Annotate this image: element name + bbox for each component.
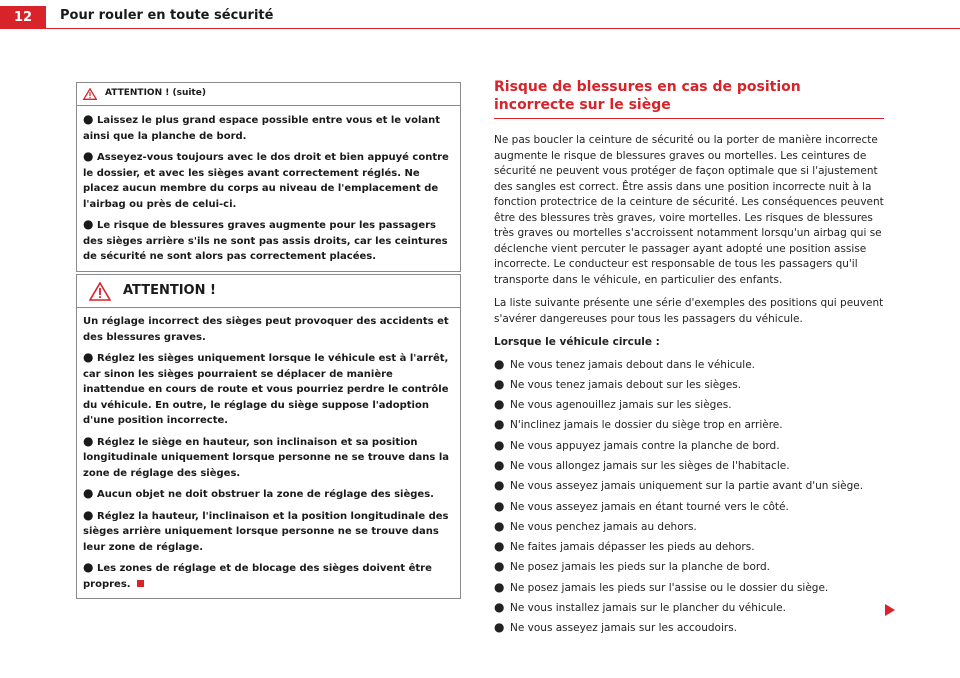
warning-bullet: ● Réglez la hauteur, l'inclinaison et la position longitudinale des sièges arrière uniquement lorsque personne ne se trouve dans leur zone de réglage. bbox=[83, 507, 449, 553]
warning-box-continued bbox=[76, 82, 461, 272]
list-item: ● Ne posez jamais les pieds sur la planche de bord. bbox=[494, 559, 771, 574]
list-item: ● Ne vous agenouillez jamais sur les sièges. bbox=[494, 397, 732, 412]
warning-box-title: ATTENTION ! bbox=[123, 283, 216, 299]
page-number: 12 bbox=[0, 6, 46, 28]
warning-box-title: ATTENTION ! (suite) bbox=[105, 88, 206, 99]
list-lead: Lorsque le véhicule circule : bbox=[494, 336, 660, 348]
warning-box-seat-adjustment bbox=[76, 274, 461, 599]
section-incorrect-seating bbox=[494, 78, 884, 639]
warning-bullet: ● Le risque de blessures graves augmente pour les passagers des sièges arrière s'ils ne sont pas assis droits, car les ceintures de sécurité ne sont alors pas correctement placées. bbox=[83, 217, 448, 262]
list-item: ● Ne vous asseyez jamais en étant tourné vers le côté. bbox=[494, 498, 789, 513]
warning-triangle-icon bbox=[89, 282, 111, 301]
list-item: ● Ne vous tenez jamais debout dans le véhicule. bbox=[494, 356, 756, 371]
list-item: ● Ne posez jamais les pieds sur l'assise ou le dossier du siège. bbox=[494, 579, 829, 594]
warning-intro: Un réglage incorrect des sièges peut provoquer des accidents et des blessures graves. bbox=[83, 316, 449, 343]
section-paragraph: Ne pas boucler la ceinture de sécurité ou la porter de manière incorrecte augmente le risque de blessures graves ou mortelles. Les ceintures de sécurité ne peuvent vous protéger de façon optimale que si l'ajustement des sangles est correct. Être assis dans une position incorrecte nuit à la fonction protectrice de la ceinture de sécurité. Les conséquences peuvent être des blessures très graves, voire mortelles. Les risques de blessures très graves ou mortelles s'accroissent notamment lorsqu'un airbag qui se déclenche vient percuter le passager ayant adopté une position assise incorrecte. Le conducteur est responsable de tous les passagers qu'il transporte dans le véhicule, en particulier des enfants. bbox=[494, 134, 884, 286]
warning-bullet: ● Réglez le siège en hauteur, son inclinaison et sa position longitudinale uniquement lorsque personne ne se trouve dans la zone de réglage des sièges. bbox=[83, 433, 449, 479]
warning-bullet: ● Asseyez-vous toujours avec le dos droit et bien appuyé contre le dossier, et avec les sièges avant correctement réglés. Ne placez aucun membre du corps au niveau de l'emplacement de l'airbag ou près de celui-ci. bbox=[83, 149, 449, 210]
section-title: Risque de blessures en cas de position incorrecte sur le siège bbox=[494, 78, 884, 119]
list-item: ● Ne vous installez jamais sur le plancher du véhicule. bbox=[494, 600, 786, 615]
list-item: ● Ne vous penchez jamais au dehors. bbox=[494, 518, 697, 533]
warning-triangle-icon bbox=[83, 88, 97, 100]
warning-box-header bbox=[77, 275, 460, 308]
header-divider bbox=[0, 28, 960, 29]
list-item: ● Ne vous tenez jamais debout sur les sièges. bbox=[494, 376, 742, 391]
page-header bbox=[0, 0, 960, 30]
list-item: ● Ne vous appuyez jamais contre la planche de bord. bbox=[494, 437, 780, 452]
warning-bullet: ● Aucun objet ne doit obstruer la zone de réglage des sièges. bbox=[83, 486, 434, 500]
list-item: ● N'inclinez jamais le dossier du siège trop en arrière. bbox=[494, 417, 783, 432]
warning-bullet: ● Laissez le plus grand espace possible entre vous et le volant ainsi que la planche de bord. bbox=[83, 112, 441, 142]
chapter-title: Pour rouler en toute sécurité bbox=[60, 8, 274, 23]
section-paragraph: La liste suivante présente une série d'exemples des positions qui peuvent s'avérer dangereuses pour tous les passagers du véhicule. bbox=[494, 297, 884, 325]
warning-box-header bbox=[77, 83, 460, 106]
list-item: ● Ne vous asseyez jamais sur les accoudoirs. bbox=[494, 620, 738, 635]
next-page-arrow-icon bbox=[885, 604, 895, 616]
dangerous-positions-list bbox=[494, 355, 884, 639]
list-item: ● Ne faites jamais dépasser les pieds au dehors. bbox=[494, 539, 755, 554]
end-of-section-icon bbox=[137, 580, 144, 587]
warning-bullet: ● Les zones de réglage et de blocage des sièges doivent être propres. bbox=[83, 560, 432, 590]
list-item: ● Ne vous allongez jamais sur les sièges de l'habitacle. bbox=[494, 457, 790, 472]
list-item: ● Ne vous asseyez jamais uniquement sur la partie avant d'un siège. bbox=[494, 478, 864, 493]
warning-bullet: ● Réglez les sièges uniquement lorsque le véhicule est à l'arrêt, car sinon les sièges pourraient se déplacer de manière inattendue en cours de route et vous pourriez perdre le contrôle du véhicule. En outre, le réglage du siège suppose l'adoption d'une position incorrecte. bbox=[83, 350, 449, 426]
